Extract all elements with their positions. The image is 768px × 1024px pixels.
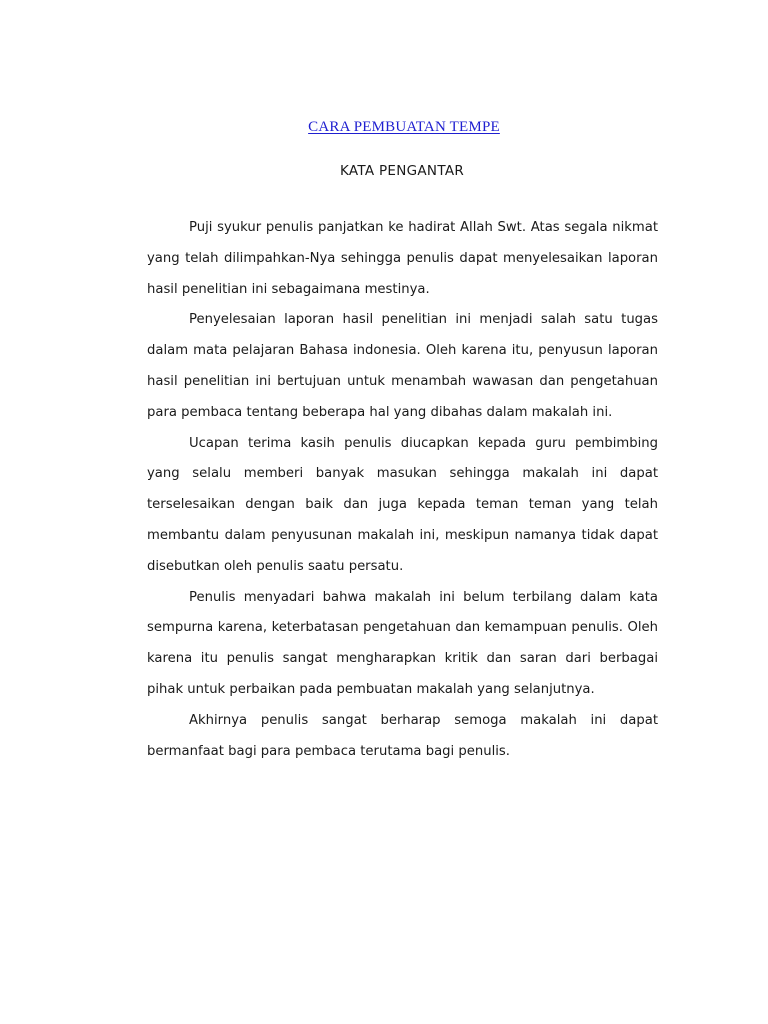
paragraph: Puji syukur penulis panjatkan ke hadirat Allah Swt. Atas segala nikmat yang telah dilimpahkan-Nya sehingga penulis dapat menyelesaikan laporan hasil penelitian ini sebagaimana mestinya. bbox=[147, 220, 658, 297]
paragraph: Ucapan terima kasih penulis diucapkan kepada guru pembimbing yang selalu memberi banyak masukan sehingga makalah ini dapat terselesaikan dengan baik dan juga kepada teman teman yang telah membantu dalam penyusunan makalah ini, meskipun namanya tidak dapat disebutkan oleh penulis saatu persatu. bbox=[147, 435, 658, 574]
body-text bbox=[147, 213, 658, 767]
paragraph: Akhirnya penulis sangat berharap semoga makalah ini dapat bermanfaat bagi para pembaca terutama bagi penulis. bbox=[147, 712, 658, 759]
paragraph: Penulis menyadari bahwa makalah ini belum terbilang dalam kata sempurna karena, keterbatasan pengetahuan dan kemampuan penulis. Oleh karena itu penulis sangat mengharapkan kritik dan saran dari berbagai pihak untuk perbaikan pada pembuatan makalah yang selanjutnya. bbox=[147, 589, 658, 697]
document-title-link[interactable]: CARA PEMBUATAN TEMPE bbox=[308, 119, 500, 135]
paragraph: Penyelesaian laporan hasil penelitian ini menjadi salah satu tugas dalam mata pelajaran Bahasa indonesia. Oleh karena itu, penyusun laporan hasil penelitian ini bertujuan untuk menambah wawasan dan pengetahuan para pembaca tentang beberapa hal yang dibahas dalam makalah ini. bbox=[147, 312, 658, 420]
section-heading: KATA PENGANTAR bbox=[339, 163, 465, 179]
